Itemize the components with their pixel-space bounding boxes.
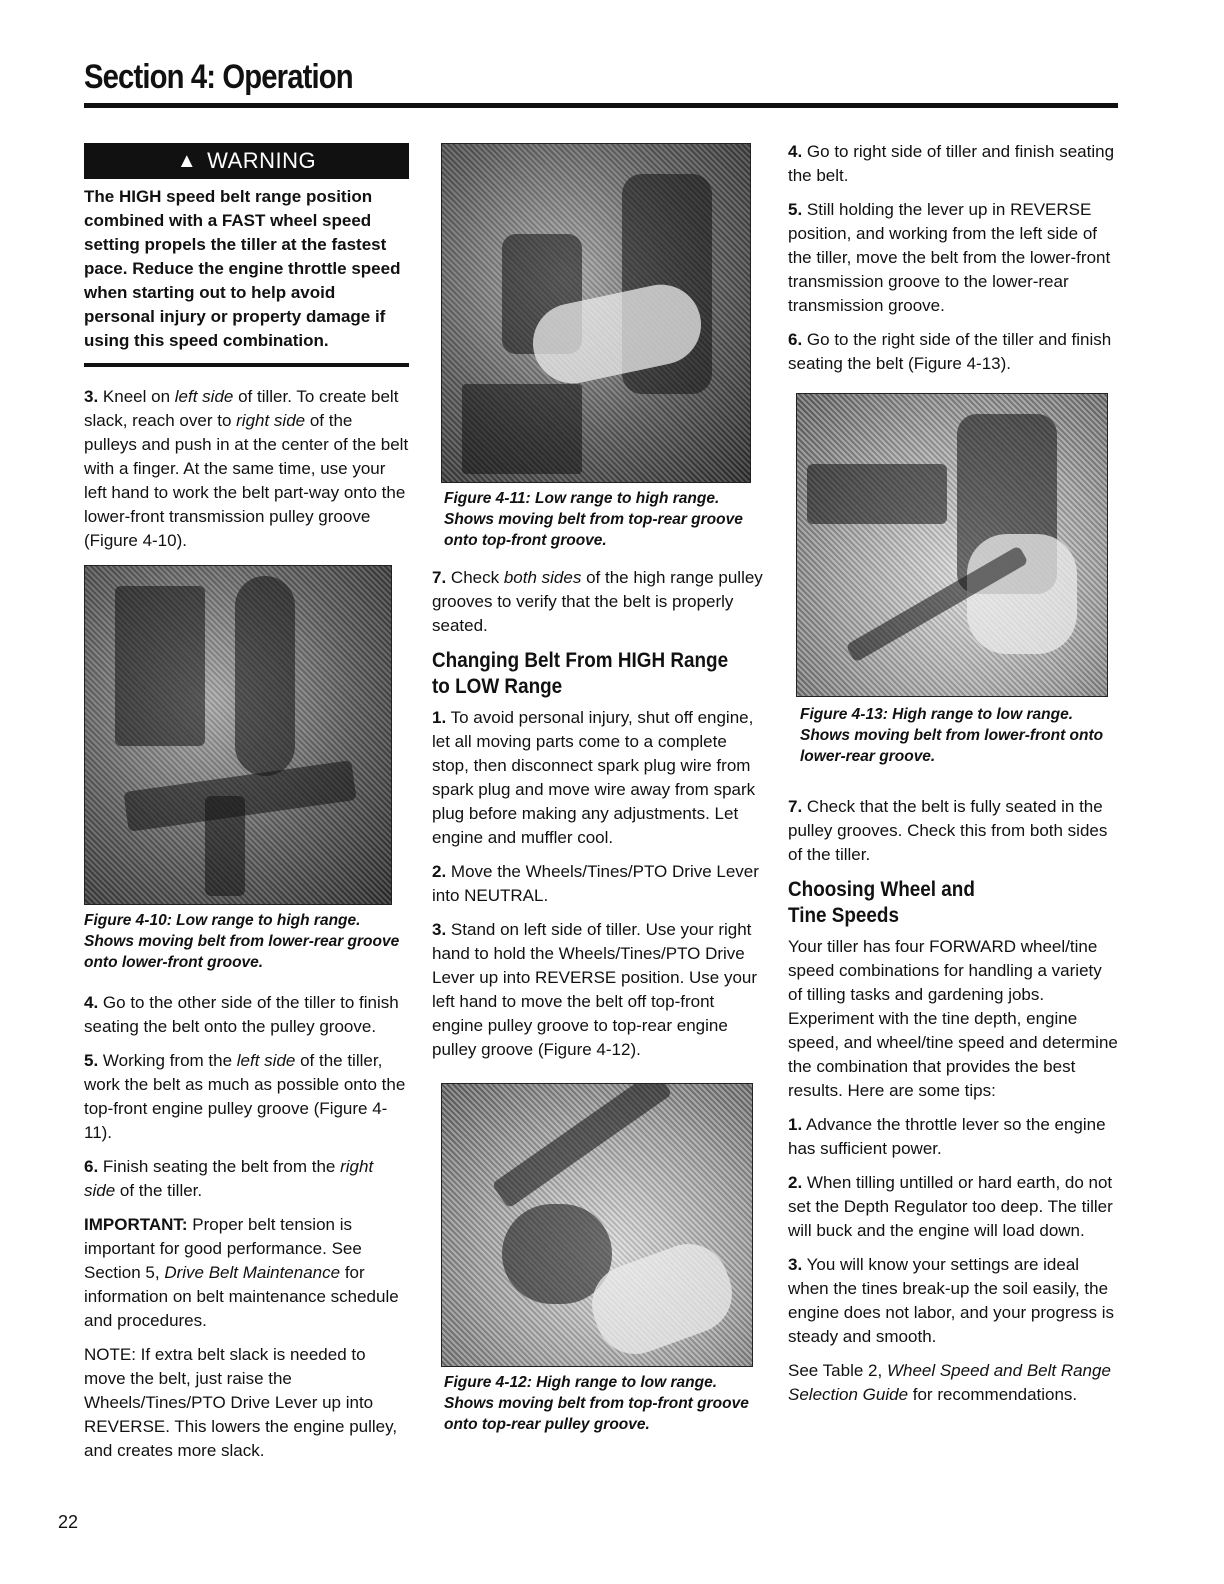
warning-rule <box>84 363 409 367</box>
col1-step-6 <box>84 1155 409 1203</box>
tip-1 <box>788 1113 1118 1161</box>
col1-step-4 <box>84 991 409 1039</box>
col2-step-1 <box>432 706 764 850</box>
figure-4-11-photo <box>441 143 751 483</box>
col2-step-2 <box>432 860 764 908</box>
col2-step-7 <box>432 566 764 638</box>
column-2 <box>432 566 764 1072</box>
warning-label: WARNING <box>207 148 317 173</box>
step-text: Stand on left side of tiller. Use your right hand to hold the Wheels/Tines/PTO Drive Lever up into REVERSE position. Use your left hand to move the belt off top-front engine pulley groove to top-rear engine pulley groove (Figure 4-12). <box>432 920 758 1059</box>
page-number: 22 <box>58 1512 79 1532</box>
step-text: Go to the right side of the tiller and finish seating the belt (Figure 4-13). <box>788 330 1112 373</box>
warning-text: The HIGH speed belt range position combined with a FAST wheel speed setting propels the tiller at the fastest pace. Reduce the engine throttle speed when starting out to help avoid personal injury or property damage if using this speed combination. <box>84 187 401 350</box>
step-emphasis: both sides <box>503 568 582 587</box>
step-number: 5. <box>84 1051 99 1070</box>
col3-step-7 <box>788 795 1118 867</box>
step-text: When tilling untilled or hard earth, do not set the Depth Regulator too deep. The tiller will buck and the engine will load down. <box>788 1173 1113 1240</box>
tip-2 <box>788 1171 1118 1243</box>
step-text: To avoid personal injury, shut off engine, let all moving parts come to a complete stop, then disconnect spark plug wire from spark plug and move wire away from spark plug before making any adjustments. Let engine and muffler cool. <box>432 708 756 847</box>
col2-step-3 <box>432 918 764 1062</box>
col3-step-4 <box>788 140 1118 188</box>
step-text: of the pulleys and push in at the center of the belt with a finger. At the same time, use your left hand to work the belt part-way onto the lower-front transmission pulley groove (Figure 4-10). <box>84 411 409 550</box>
step-text: Still holding the lever up in REVERSE position, and working from the left side of the tiller, move the belt from the lower-front transmission groove to the lower-rear transmission groove. <box>788 200 1111 315</box>
section-subheading: Changing Belt From HIGH Range to LOW Range <box>432 649 729 698</box>
step-text: Go to right side of tiller and finish seating the belt. <box>788 142 1115 185</box>
step-number: 2. <box>788 1173 803 1192</box>
step-text: of the tiller. <box>115 1181 203 1200</box>
column-1-lower <box>84 991 409 1473</box>
step-text: Kneel on <box>102 387 175 406</box>
section-subheading: Choosing Wheel and Tine Speeds <box>788 878 975 927</box>
step-text: Advance the throttle lever so the engine has sufficient power. <box>788 1115 1106 1158</box>
important-note <box>84 1213 409 1333</box>
step-emphasis: right side <box>236 411 306 430</box>
header-rule <box>84 103 1118 108</box>
step-number: 5. <box>788 200 803 219</box>
figure-4-12-photo <box>441 1083 753 1367</box>
figure-4-10-caption: Figure 4-10: Low range to high range. Shows moving belt from lower-rear groove onto lower-front groove. <box>84 912 400 971</box>
figure-4-11-caption: Figure 4-11: Low range to high range. Shows moving belt from top-rear groove onto top-front groove. <box>444 490 743 549</box>
column-3 <box>788 140 1118 386</box>
reference-text: for recommendations. <box>908 1385 1078 1404</box>
step-number: 6. <box>788 330 803 349</box>
step-number: 6. <box>84 1157 99 1176</box>
important-text: Proper belt tension is important for good performance. See Section 5, <box>84 1215 362 1282</box>
page-title: Section 4: Operation <box>84 58 353 96</box>
figure-4-13-caption: Figure 4-13: High range to low range. Shows moving belt from lower-front onto lower-rear groove. <box>800 706 1104 765</box>
step-number: 4. <box>84 993 99 1012</box>
step-emphasis: right side <box>84 1157 374 1200</box>
warning-banner <box>84 143 409 179</box>
step-text: Check that the belt is fully seated in the pulley grooves. Check this from both sides of the tiller. <box>788 797 1108 864</box>
col1-step-5 <box>84 1049 409 1145</box>
step-text: You will know your settings are ideal when the tines break-up the soil easily, the engine does not labor, and your progress is steady and smooth. <box>788 1255 1115 1346</box>
figure-4-13-photo <box>796 393 1108 697</box>
step-emphasis: left side <box>236 1051 296 1070</box>
important-text: for information on belt maintenance schedule and procedures. <box>84 1263 399 1330</box>
choosing-intro: Your tiller has four FORWARD wheel/tine speed combinations for handling a variety of tilling tasks and gardening jobs. Experiment with the tine depth, engine speed, and wheel/tine speed and determine the combination that provides the best results. Here are some tips: <box>788 937 1118 1100</box>
step-number: 2. <box>432 862 447 881</box>
step-number: 7. <box>788 797 803 816</box>
step-number: 3. <box>788 1255 803 1274</box>
step-text: Move the Wheels/Tines/PTO Drive Lever into NEUTRAL. <box>432 862 759 905</box>
step-number: 3. <box>84 387 99 406</box>
step-text: Check <box>450 568 504 587</box>
reference-emphasis: Wheel Speed and Belt Range Selection Guide <box>788 1361 1111 1404</box>
col3-step-5 <box>788 198 1118 318</box>
reference-text: See Table 2, <box>788 1361 887 1380</box>
col1-step-3 <box>84 385 409 553</box>
tip-3 <box>788 1253 1118 1349</box>
figure-4-12-caption: Figure 4-12: High range to low range. Shows moving belt from top-front groove onto top-rear pulley groove. <box>444 1374 749 1433</box>
warning-triangle-icon: ▲ <box>176 150 198 172</box>
note-text: NOTE: If extra belt slack is needed to move the belt, just raise the Wheels/Tines/PTO Drive Lever up into REVERSE. This lowers the engine pulley, and creates more slack. <box>84 1345 398 1460</box>
step-text: of tiller. To create belt slack, reach over to <box>84 387 399 430</box>
step-number: 7. <box>432 568 447 587</box>
see-table-reference <box>788 1359 1118 1407</box>
step-text: of the tiller, work the belt as much as possible onto the top-front engine pulley groove (Figure 4-11). <box>84 1051 406 1142</box>
column-1 <box>84 143 409 563</box>
step-text: of the high range pulley grooves to verify that the belt is properly seated. <box>432 568 763 635</box>
important-emphasis: Drive Belt Maintenance <box>164 1263 341 1282</box>
step-text: Finish seating the belt from the <box>102 1157 341 1176</box>
step-number: 1. <box>432 708 447 727</box>
step-emphasis: left side <box>174 387 234 406</box>
figure-4-10-photo <box>84 565 392 905</box>
step-number: 1. <box>788 1115 803 1134</box>
step-text: Working from the <box>102 1051 237 1070</box>
col3-step-6 <box>788 328 1118 376</box>
step-text: Go to the other side of the tiller to finish seating the belt onto the pulley groove. <box>84 993 399 1036</box>
step-number: 4. <box>788 142 803 161</box>
step-number: 3. <box>432 920 447 939</box>
important-label: IMPORTANT: <box>84 1215 188 1234</box>
column-3-lower <box>788 795 1118 1417</box>
